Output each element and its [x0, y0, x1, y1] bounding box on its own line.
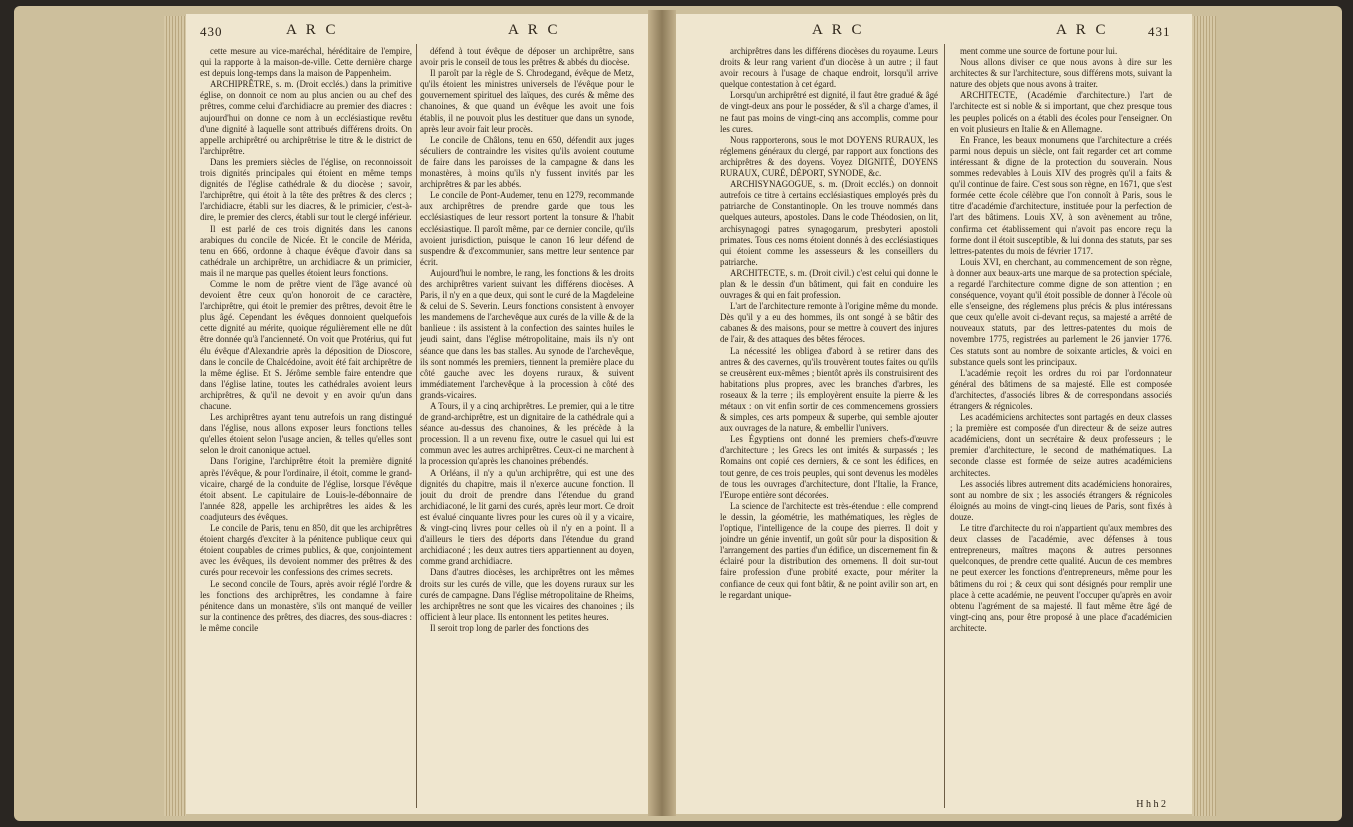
signature-mark: H h h 2 [1136, 799, 1166, 810]
paragraph: Le concile de Pont-Audemer, tenu en 1279, recommande aux archiprêtres de prendre garde que tous les ecclésiastiques de leur ressort portent la tonsure & l'habit ecclésiastique. Il paroît même, par ce dernier concile, qu'ils avoient jurisdiction, puisque le canon 16 leur défend de suspendre & d'excommunier, sans mettre leur sentence par écrit. [420, 190, 634, 267]
running-head: A R C [286, 22, 339, 38]
paragraph: Le concile de Châlons, tenu en 650, défendit aux juges séculiers de contraindre les visites qu'ils avoient coutume de faire dans les paroisses de la campagne & dans les monastères, à moins qu'ils n'y fussent invités par les archiprêtres & par les abbés. [420, 134, 634, 190]
paragraph: Les Égyptiens ont donné les premiers chefs-d'œuvre d'architecture ; les Grecs les ont imités & surpassés ; les Romains ont copié ces derniers, & ce sont les édifices, en tout genre, de ces trois peuples, qui sont devenus les modèles de tous les ouvrages d'architecture, dont l'Italie, la France, l'Europe entière sont décorées. [720, 434, 938, 500]
paragraph: Le titre d'architecte du roi n'appartient qu'aux membres des deux classes de l'académie, avec défenses à tous entrepreneurs, maîtres maçons & autres personnes quelconques, de prendre cette qualité. Aucun de ces membres ne peut exercer les fonctions d'entrepreneurs, même pour les bâtimens du roi ; & ceux qui sont désignés pour remplir une place à cette académie, ne peuvent l'occuper qu'après en avoir obtenu l'agrément de sa majesté. Il faut même être âgé de vingt-cinq ans, pour être proposé à une place d'académicien architecte. [950, 523, 1172, 633]
paragraph: Il est parlé de ces trois dignités dans les canons arabiques du concile de Nicée. Et le concile de Mérida, tenu en 666, ordonne à chaque évêque d'avoir dans sa cathédrale un archiprêtre, un archidiacre & un primicier, mais il ne marque pas quelles étoient leurs fonctions. [200, 223, 412, 278]
paragraph: A Tours, il y a cinq archiprêtres. Le premier, qui a le titre de grand-archiprêtre, est un dignitaire de la cathédrale qui a séance au-dessus des chanoines, & les précède à la procession. Il a un revenu fixe, outre le casuel qui lui est commun avec les autres archiprêtres. Ceux-ci ne marchent à la procession qu'après les chanoines prébendés. [420, 401, 634, 467]
paragraph: Les archiprêtres ayant tenu autrefois un rang distingué dans l'église, nous allons exposer leurs fonctions telles qu'elles étoient selon l'usage ancien, & telles qu'elles sont selon le droit canonique actuel. [200, 412, 412, 456]
paragraph: Louis XVI, en cherchant, au commencement de son règne, à donner aux beaux-arts une marque de sa protection spéciale, a regardé l'architecture comme digne de son attention ; en conséquence, voyant qu'il étoit possible de donner à l'école où elle s'enseigne, des réglemens plus précis & plus intéressans que ceux qu'elle avoit ci-devant reçus, sa majesté a arrêté de nouveaux statuts, par des lettres-patentes du mois de novembre 1775, registrées au parlement le 26 janvier 1776. Ces statuts sont au nombre de soixante articles, & voici en substance quels sont les principaux. [950, 256, 1172, 367]
paragraph: cette mesure au vice-maréchal, héréditaire de l'empire, qui la rapporte à la maison-de-ville. Cette dernière charge est depuis long-temps dans la maison de Pappenheim. [200, 46, 412, 79]
book-gutter [648, 10, 676, 816]
paragraph: Dans les premiers siècles de l'église, on reconnoissoit trois dignités principales qui étoient en même temps dignités de l'église cathédrale & du diocèse ; savoir, l'archiprêtre, qui étoit à la tête des prêtres & des clercs ; l'archidiacre, établi sur les diacres, & le primicier, c'est-à-dire, le premier des clercs, établi sur tout le clergé inférieur. [200, 156, 412, 223]
paragraph: Nous allons diviser ce que nous avons à dire sur les architectes & sur l'architecture, sous différens mots, suivant la nature des objets que nous avons à traiter. [950, 57, 1172, 90]
paragraph: ARCHISYNAGOGUE, s. m. (Droit ecclés.) on donnoit autrefois ce titre à certains ecclésiastiques employés près du patriarche de Constantinople. On les trouve nommés dans quelques auteurs, apostoles. Dans le code Théodosien, on lit, archisynagogi patres synagogarum, presbyteri apostoli primates. Tous ces noms étoient donnés à des ecclésiastiques qui étoient comme les assesseurs & les conseillers du patriarche. [720, 179, 938, 267]
running-head: A R C [1056, 22, 1109, 38]
column-rule [416, 44, 417, 808]
running-head: A R C [812, 22, 865, 38]
paragraph: La nécessité les obligea d'abord à se retirer dans des antres & des cavernes, qu'ils trouvèrent toutes faites ou qu'ils se creusèrent eux-mêmes ; bientôt après ils construisirent des habitations plus propres, avec les branches d'arbres, les roseaux & la terre ; ils employèrent ensuite la pierre & les métaux : on vit enfin sortir de ces commencemens grossiers & simples, ces arts pompeux & superbe, qui semble ajouter aux ouvrages de la nature, & embellir l'univers. [720, 345, 938, 434]
left-page [186, 14, 648, 814]
left-column-1 [200, 46, 412, 808]
paragraph: Le concile de Paris, tenu en 850, dit que les archiprêtres étoient chargés d'exciter à la pénitence publique ceux qui étoient coupables de crimes publics, & que, conjointement avec les évêques, ils devoient nommer des prêtres & des curés pour recevoir les confessions des crimes secrets. [200, 523, 412, 578]
column-rule [944, 44, 945, 808]
paragraph: L'académie reçoit les ordres du roi par l'ordonnateur général des bâtimens de sa majesté. Elle est composée d'architectes, d'associés libres & de correspondans associés étrangers & régnicoles. [950, 367, 1172, 411]
paragraph: A Orléans, il n'y a qu'un archiprêtre, qui est une des dignités du chapitre, mais il n'exerce aucune fonction. Il jouit du droit de prendre dans l'étendue du grand archidiaconé, le lit garni des curés, après leur mort. Ce droit est évalué cinquante livres pour les cures où il y a vicaire, & vingt-cinq livres pour celles où il n'y en a point. Il a d'ailleurs le tiers des déports dans l'étendue du grand archidiaconé ; les deux autres tiers appartiennent au doyen, comme grand archidiacre. [420, 467, 634, 567]
paragraph: Nous rapporterons, sous le mot DOYENS RURAUX, les réglemens généraux du clergé, par rapport aux fonctions des archiprêtres & des doyens. Voyez DIGNITÉ, DOYENS RURAUX, CURÉ, DÉPORT, SYNODE, &c. [720, 134, 938, 179]
right-page-edges [1192, 16, 1216, 816]
paragraph: La science de l'architecte est très-étendue : elle comprend le dessin, la géométrie, les mathématiques, les règles de l'optique, l'intelligence de la coupe des pierres. Il doit y joindre un génie inventif, un goût sûr pour la disposition & l'arrangement des parties d'un édifice, un discernement fin & éclairé pour la distribution des ornemens. Il doit sur-tout faire profession d'une probité exacte, pour mériter la confiance de ceux qui font bâtir, & ne point avilir son art, en le regardant unique- [720, 500, 938, 600]
paragraph: Dans d'autres diocèses, les archiprêtres ont les mêmes droits sur les curés de ville, que les doyens ruraux sur les curés de campagne. Dans l'église métropolitaine de Rheims, les archiprêtres ne sont que les vicaires des chanoines ; ils officient à leur place. Ils entonnent les petites heures. [420, 567, 634, 622]
paragraph: Les associés libres autrement dits académiciens honoraires, sont au nombre de six ; les associés étrangers & régnicoles éloignés au moins de vingt-cinq lieues de Paris, sont fixés à douze. [950, 478, 1172, 522]
right-page [676, 14, 1192, 814]
left-column-2 [420, 46, 634, 808]
paragraph: Comme le nom de prêtre vient de l'âge avancé où devoient être ceux qu'on honoroit de ce caractère, l'archiprêtre, qui étoit le premier des prêtres, devoit être le plus âgé. Cependant les évêques donnoient quelquefois cette dignité au mérite, quoique régulièrement elle ne dût être donnée qu'à l'ancienneté. On voit que Protérius, qui fut élu évêque d'Alexandrie après la déposition de Dioscore, dans le concile de Chalcédoine, avoit été fait archiprêtre de la même église. Et S. Jérôme semble faire entendre que dans l'église latine, toutes les cathédrales avoient leurs archiprêtres, & qu'il ne devoit y en avoir qu'un dans chacune. [200, 278, 412, 411]
paragraph: Les académiciens architectes sont partagés en deux classes ; la première est composée d'un directeur & de seize autres académiciens, dont un secrétaire & deux professeurs ; le premier d'architecture, le second de mathématiques. La seconde classe est formée de seize autres académiciens architectes. [950, 412, 1172, 478]
page-number: 431 [1148, 24, 1171, 39]
paragraph: Dans l'origine, l'archiprêtre étoit la première dignité après l'évêque, & pour l'ordinaire, il étoit, comme le grand-vicaire, chargé de la conduite de l'église, lorsque l'évêque étoit absent. Le capitulaire de Louis-le-débonnaire de l'année 828, appelle les archiprêtres les aides & les coadjuteurs des évêques. [200, 456, 412, 522]
paragraph: défend à tout évêque de déposer un archiprêtre, sans avoir pris le conseil de tous les prêtres & abbés du diocèse. [420, 46, 634, 68]
left-page-edges [164, 16, 186, 816]
paragraph: Aujourd'hui le nombre, le rang, les fonctions & les droits des archiprêtres varient suivant les différens diocèses. A Paris, il n'y en a que deux, qui sont le curé de la Magdeleine & celui de S. Severin. Leurs fonctions consistent à envoyer les mandemens de l'archevêque aux curés de la ville & de la banlieue : ils assistent à la confection des saintes huiles le jeudi saint, dans l'église métropolitaine, mais ils n'y ont séance que dans les bas stalles. Au synode de l'archevêque, ils sont nommés les premiers, tiennent la première place du côté gauche avec les doyens ruraux, & suivent immédiatement l'archevêque à la procession à côté des grands-vicaires. [420, 267, 634, 400]
right-column-2 [950, 46, 1172, 792]
paragraph: Il seroit trop long de parler des fonctions des [430, 622, 589, 633]
paragraph: Il paroît par la règle de S. Chrodegand, évêque de Metz, qu'ils étoient les ministres universels de l'évêque pour le gouvernement spirituel des laïques, des curés & même des chanoines, & que quand un évêque les avoit une fois établis, il ne pouvoit plus les destituer que dans un synode, après leur avoir fait leur procès. [420, 68, 634, 134]
paragraph: ARCHITECTE, (Académie d'architecture.) l'art de l'architecte est si noble & si important, que chez presque tous les peuples policés on a établi des écoles pour l'enseigner. On en voit plusieurs en Italie & en Allemagne. [950, 90, 1172, 134]
paragraph: En France, les beaux monumens que l'architecture a créés parmi nous depuis un siècle, ont fait regarder cet art comme intéressant & digne de la protection du souverain. Nous sommes redevables à Louis XIV des progrès qu'il a faits & qu'il continue de faire. C'est sous son règne, en 1671, que s'est formée cette école célèbre que l'on connoît à Paris, sous le titre d'académie d'architecture, instituée pour la perfection de l'art des bâtimens. Louis XV, à son avènement au trône, confirma cet établissement qui n'avoit pas encore reçu la forme dont il étoit susceptible, & lui donna des statuts, par ses lettres-patentes du mois de février 1717. [950, 134, 1172, 256]
paragraph: L'art de l'architecture remonte à l'origine même du monde. Dès qu'il y a eu des hommes, ils ont songé à se bâtir des cabanes & des maisons, pour se mettre à couvert des injures de l'air, & des attaques des bêtes féroces. [720, 301, 938, 345]
paragraph: ARCHITECTE, s. m. (Droit civil.) c'est celui qui donne le plan & le dessin d'un bâtiment, qui fait en conduire les ouvrages & qui en fait profession. [720, 267, 938, 301]
left-page-header [186, 22, 648, 42]
right-page-header [676, 22, 1192, 42]
right-column-1 [720, 46, 938, 808]
paragraph: Lorsqu'un archiprêtré est dignité, il faut être gradué & âgé de vingt-deux ans pour le posséder, & s'il a charge d'ames, il ne faut pas moins de vingt-cinq ans accomplis, comme pour les cures. [720, 90, 938, 134]
paragraph: Le second concile de Tours, après avoir réglé l'ordre & les fonctions des archiprêtres, les condamne à faire pénitence dans un monastère, s'ils ont manqué de veiller sur la continence des prêtres, des diacres, des sous-diacres : le même concile [200, 578, 412, 633]
paragraph: ment comme une source de fortune pour lui. [960, 46, 1118, 56]
page-number: 430 [200, 24, 223, 39]
paragraph: archiprêtres dans les différens diocèses du royaume. Leurs droits & leur rang varient d'un diocèse à un autre ; il faut avoir recours à l'usage de chaque endroit, lorsqu'il arrive quelque contestation à cet égard. [720, 46, 938, 90]
paragraph: ARCHIPRÊTRE, s. m. (Droit ecclés.) dans la primitive église, on donnoit ce nom au plus ancien ou au chef des prêtres, comme celui d'archidiacre au premier des diacres : aujourd'hui on donne ce nom à un ecclésiastique revêtu d'une dignité à laquelle sont attribués différens droits. On appelle archiprêtré ou archiprêtrise le titre & le district de l'archiprêtre. [200, 79, 412, 156]
running-head: A R C [508, 22, 561, 38]
